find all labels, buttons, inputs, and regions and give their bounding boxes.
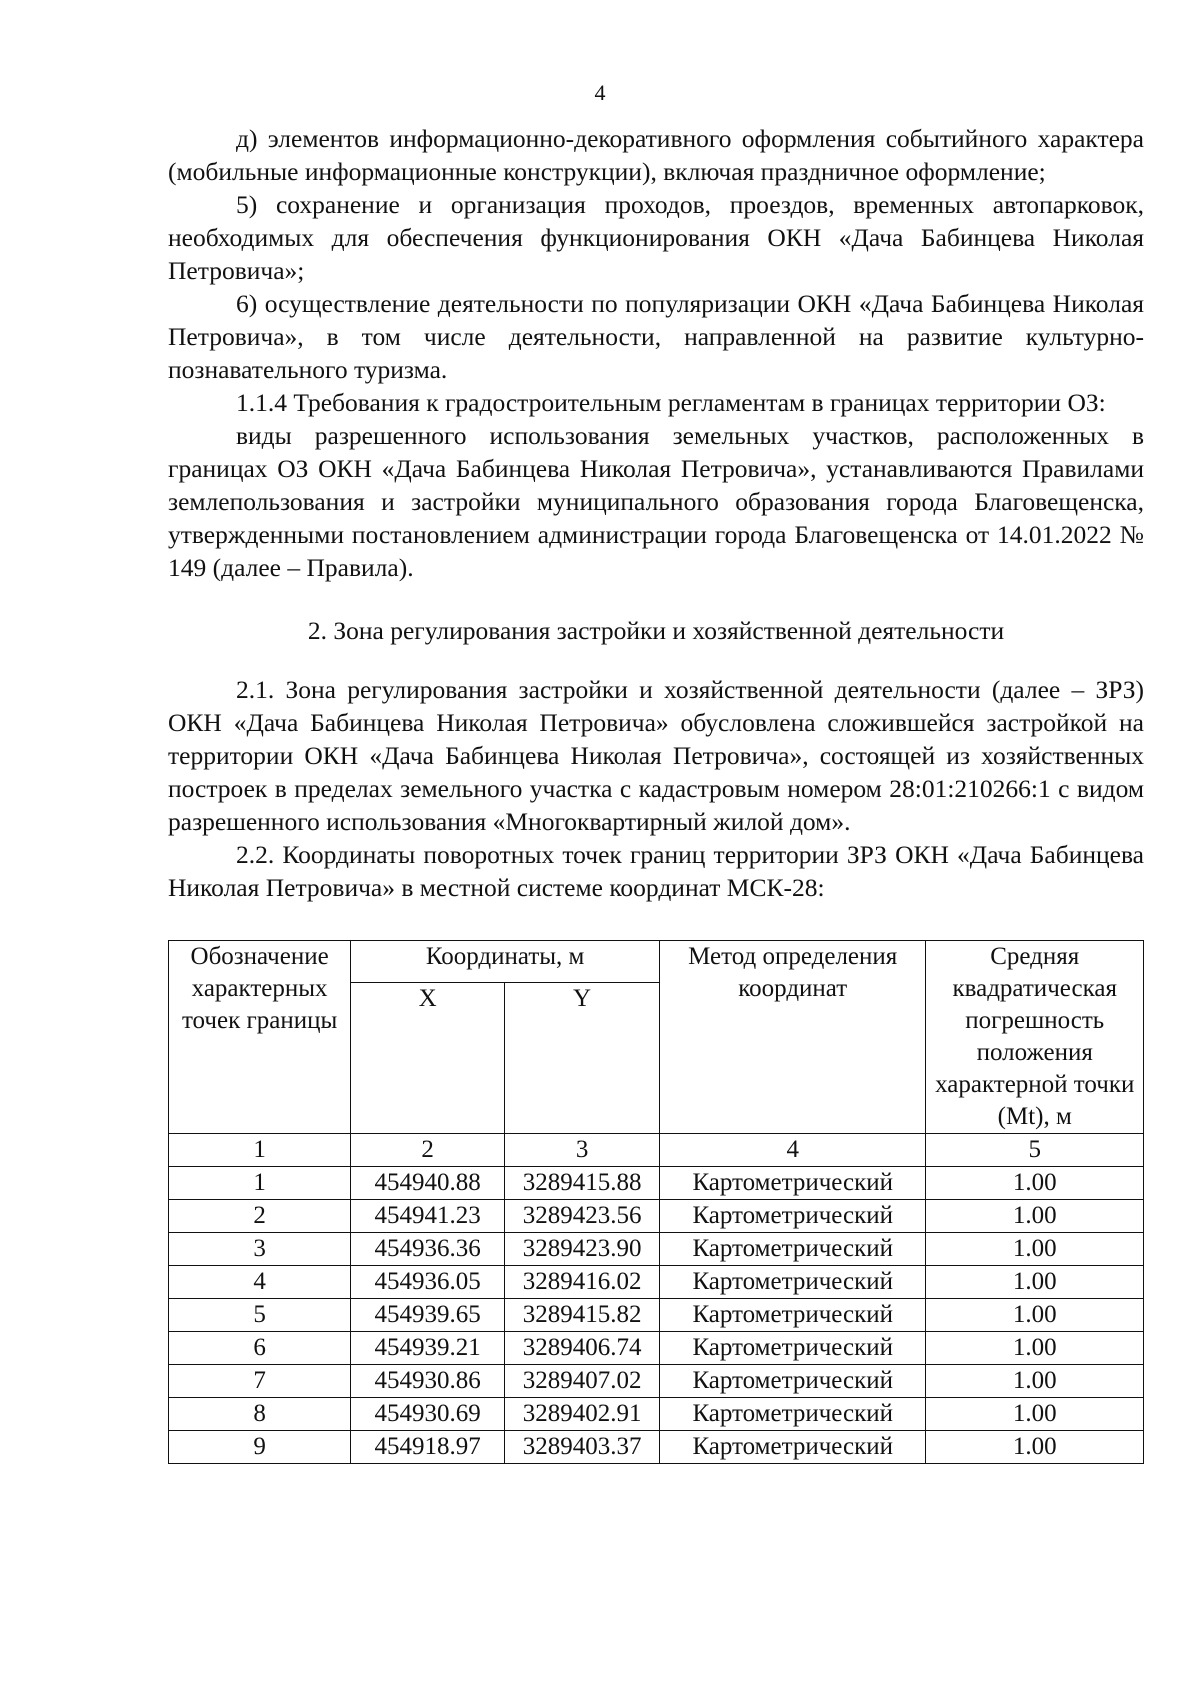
error-cell: 1.00 bbox=[926, 1299, 1144, 1332]
page-number: 4 bbox=[594, 80, 606, 105]
x-cell: 454939.65 bbox=[351, 1299, 505, 1332]
error-cell: 1.00 bbox=[926, 1398, 1144, 1431]
error-cell: 1.00 bbox=[926, 1266, 1144, 1299]
document-body bbox=[168, 122, 1144, 1464]
paragraph-2-1: 2.1. Зона регулирования застройки и хозяйственной деятельности (далее – ЗРЗ) ОКН «Дача Бабинцева Николая Петровича» обусловлена сложившейся застройкой на территории ОКН «Дача Бабинцева Николая Петровича», состоящей из хозяйственных построек в пределах земельного участка с кадастровым номером 28:01:210266:1 с видом разрешенного использования «Многоквартирный жилой дом». bbox=[168, 675, 1144, 836]
header-method: Метод определения координат bbox=[659, 941, 925, 1134]
y-cell: 3289403.37 bbox=[505, 1431, 660, 1464]
column-number: 5 bbox=[926, 1134, 1144, 1167]
method-cell: Картометрический bbox=[659, 1167, 925, 1200]
x-cell: 454941.23 bbox=[351, 1200, 505, 1233]
paragraph-2-2: 2.2. Координаты поворотных точек границ территории ЗРЗ ОКН «Дача Бабинцева Николая Петровича» в местной системе координат МСК-28: bbox=[168, 840, 1144, 902]
section-heading: 2. Зона регулирования застройки и хозяйственной деятельности bbox=[307, 616, 1005, 645]
column-number: 1 bbox=[169, 1134, 351, 1167]
table-row bbox=[169, 1332, 1144, 1365]
x-cell: 454936.36 bbox=[351, 1233, 505, 1266]
point-number-cell: 6 bbox=[169, 1332, 351, 1365]
paragraph-6: 6) осуществление деятельности по популяризации ОКН «Дача Бабинцева Николая Петровича», в том числе деятельности, направленной на развитие культурно-познавательного туризма. bbox=[168, 289, 1144, 384]
table-row bbox=[169, 1365, 1144, 1398]
paragraph-1-1-4: 1.1.4 Требования к градостроительным регламентам в границах территории ОЗ: bbox=[236, 388, 1106, 417]
error-cell: 1.00 bbox=[926, 1365, 1144, 1398]
point-number-cell: 3 bbox=[169, 1233, 351, 1266]
method-cell: Картометрический bbox=[659, 1299, 925, 1332]
x-cell: 454940.88 bbox=[351, 1167, 505, 1200]
table-row bbox=[169, 1266, 1144, 1299]
paragraph-land-use: виды разрешенного использования земельных участков, расположенных в границах ОЗ ОКН «Дача Бабинцева Николая Петровича», устанавливаются Правилами землепользования и застройки муниципального образования города Благовещенска, утвержденными постановлением администрации города Благовещенска от 14.01.2022 № 149 (далее – Правила). bbox=[168, 421, 1144, 582]
table-column-numbers-row bbox=[169, 1134, 1144, 1167]
y-cell: 3289416.02 bbox=[505, 1266, 660, 1299]
column-number: 2 bbox=[351, 1134, 505, 1167]
error-cell: 1.00 bbox=[926, 1167, 1144, 1200]
table-row bbox=[169, 1299, 1144, 1332]
column-number: 4 bbox=[659, 1134, 925, 1167]
point-number-cell: 9 bbox=[169, 1431, 351, 1464]
method-cell: Картометрический bbox=[659, 1332, 925, 1365]
paragraph-5: 5) сохранение и организация проходов, проездов, временных автопарковок, необходимых для обеспечения функционирования ОКН «Дача Бабинцева Николая Петровича»; bbox=[168, 190, 1144, 285]
point-number-cell: 2 bbox=[169, 1200, 351, 1233]
y-cell: 3289415.82 bbox=[505, 1299, 660, 1332]
table-body bbox=[169, 1167, 1144, 1464]
table-header-row bbox=[169, 941, 1144, 983]
table-row bbox=[169, 1200, 1144, 1233]
header-x: X bbox=[351, 983, 505, 1134]
method-cell: Картометрический bbox=[659, 1200, 925, 1233]
x-cell: 454918.97 bbox=[351, 1431, 505, 1464]
column-number: 3 bbox=[505, 1134, 660, 1167]
point-number-cell: 7 bbox=[169, 1365, 351, 1398]
point-number-cell: 5 bbox=[169, 1299, 351, 1332]
y-cell: 3289415.88 bbox=[505, 1167, 660, 1200]
y-cell: 3289406.74 bbox=[505, 1332, 660, 1365]
y-cell: 3289407.02 bbox=[505, 1365, 660, 1398]
header-coordinates: Координаты, м bbox=[351, 941, 660, 983]
error-cell: 1.00 bbox=[926, 1332, 1144, 1365]
error-cell: 1.00 bbox=[926, 1431, 1144, 1464]
x-cell: 454930.69 bbox=[351, 1398, 505, 1431]
header-y: Y bbox=[505, 983, 660, 1134]
x-cell: 454936.05 bbox=[351, 1266, 505, 1299]
error-cell: 1.00 bbox=[926, 1233, 1144, 1266]
point-number-cell: 4 bbox=[169, 1266, 351, 1299]
y-cell: 3289423.90 bbox=[505, 1233, 660, 1266]
method-cell: Картометрический bbox=[659, 1233, 925, 1266]
point-number-cell: 8 bbox=[169, 1398, 351, 1431]
table-row bbox=[169, 1431, 1144, 1464]
table-row bbox=[169, 1398, 1144, 1431]
paragraph-d: д) элементов информационно-декоративного оформления событийного характера (мобильные информационные конструкции), включая праздничное оформление; bbox=[168, 124, 1144, 186]
header-error: Средняя квадратическая погрешность положения характерной точки (Mt), м bbox=[926, 941, 1144, 1134]
point-number-cell: 1 bbox=[169, 1167, 351, 1200]
x-cell: 454939.21 bbox=[351, 1332, 505, 1365]
table-row bbox=[169, 1167, 1144, 1200]
table-row bbox=[169, 1233, 1144, 1266]
method-cell: Картометрический bbox=[659, 1398, 925, 1431]
y-cell: 3289423.56 bbox=[505, 1200, 660, 1233]
y-cell: 3289402.91 bbox=[505, 1398, 660, 1431]
coordinates-table bbox=[168, 940, 1144, 1464]
method-cell: Картометрический bbox=[659, 1431, 925, 1464]
error-cell: 1.00 bbox=[926, 1200, 1144, 1233]
method-cell: Картометрический bbox=[659, 1266, 925, 1299]
header-designation: Обозначение характерных точек границы bbox=[169, 941, 351, 1134]
method-cell: Картометрический bbox=[659, 1365, 925, 1398]
x-cell: 454930.86 bbox=[351, 1365, 505, 1398]
